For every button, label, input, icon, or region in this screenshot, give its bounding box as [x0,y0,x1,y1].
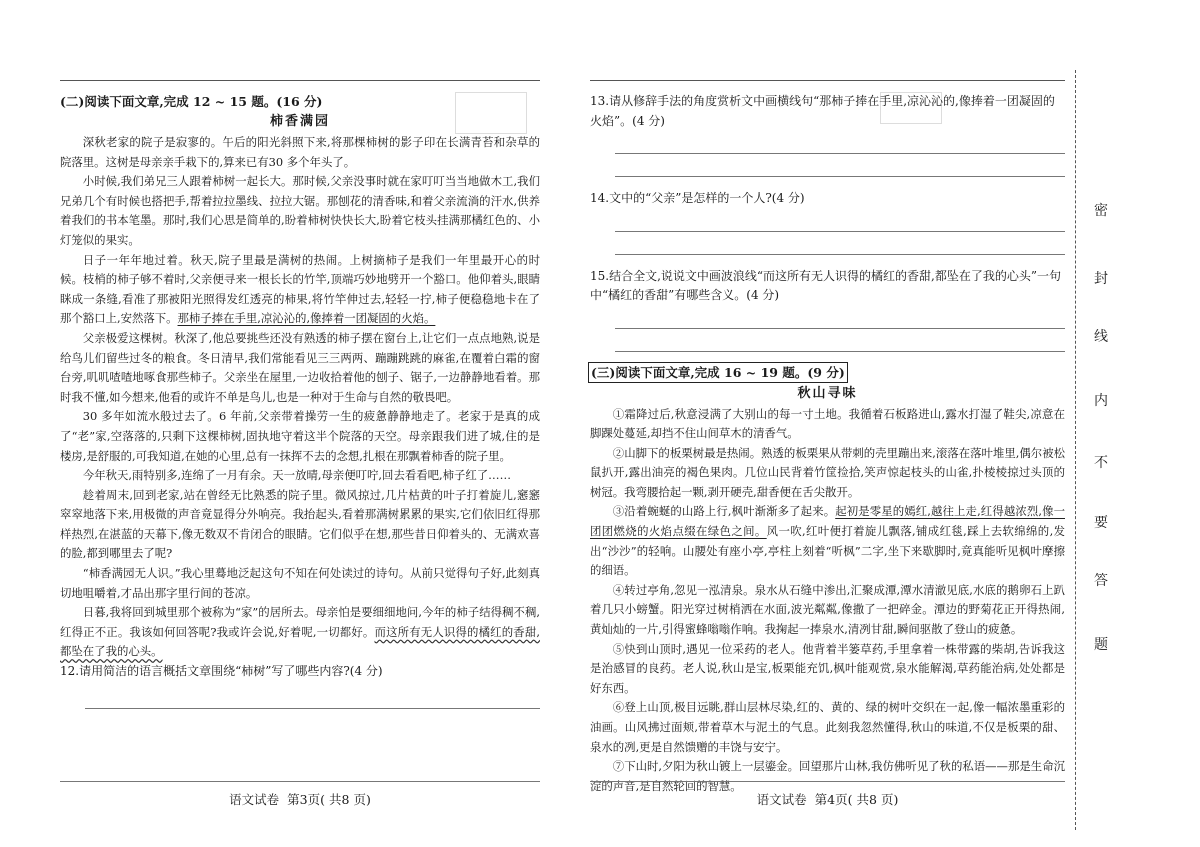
top-rule [60,80,540,81]
paragraph: 今年秋天,雨特别多,连绵了一月有余。天一放晴,母亲便叮咛,回去看看吧,柿子红了…… [82,468,511,483]
footer-subject: 语文试卷 [756,792,807,807]
right-column [590,92,1065,796]
left-page [60,0,540,847]
section-header-box: (三)阅读下面文章,完成 16 ~ 19 题。(9 分) [588,362,848,383]
article-title: 柿香满园 [269,114,330,129]
question-14: 14.文中的“父亲”是怎样的一个人?(4 分) [590,191,805,205]
paragraph: 30 多年如流水般过去了。6 年前,父亲带着操劳一生的疲惫静静地走了。老家于是真的成了“老”家,空落落的,只剩下这棵柿树,固执地守着这半个院落的天空。母亲跟我们进了城,住的是楼房,是舒服的,可我知道,在她的心里,总有一抹挥不去的念想,扎根在那飘着柿香的院子里。 [60,409,540,463]
article-title: 秋山寻味 [797,385,858,401]
paragraph: ③沿着蜿蜒的山路上行,枫叶渐渐多了起来。起初是零星的嫣红,越往上走,红得越浓烈,像一团团燃烧的火焰点缀在绿色之间。风一吹,红叶便打着旋儿飘落,铺成红毯,踩上去软绵绵的,发出“沙沙”的轻响。山腰处有座小亭,亭柱上刻着“听枫”二字,坐下来歇脚时,竟真能听见枫叶摩擦的细语。 [590,504,1065,578]
paragraph: 父亲极爱这棵树。秋深了,他总要挑些还没有熟透的柿子摆在窗台上,让它们一点点地熟,说是给鸟儿们留些过冬的粮食。冬日清早,我们常能看见三三两两、蹦蹦跳跳的麻雀,在覆着白霜的窗台旁,叽叽喳喳地啄食那些柿子。父亲坐在屋里,一边收拾着他的刨子、锯子,一边静静地看着。那时我不懂,如今想来,他看的或许不单是鸟儿,也是一种对于生命与自然的敬畏吧。 [60,330,540,404]
seal-char: 题 [1094,637,1108,653]
answer-line[interactable] [615,154,1065,177]
top-rule [590,80,1065,81]
seal-char: 密 [1094,203,1108,219]
paragraph: 小时候,我们弟兄三人跟着柿树一起长大。那时候,父亲没事时就在家叮叮当当地做木工,我们兄弟几个有时候也搭把手,帮着拉拉墨线、拉拉大锯。那刨花的清香味,和着父亲流淌的汗水,供养着我们的书本笔墨。那时,我们心思是简单的,盼着柿树快快长大,盼着它枝头挂满那橘红色的、小灯笼似的果实。 [60,174,540,247]
section-header [590,362,1065,383]
footer-total: 共8 页) [856,792,899,807]
paragraph: “柿香满园无人识。”我心里蓦地泛起这句不知在何处读过的诗句。从前只觉得句子好,此刻真切地咀嚼着,才品出那字里行间的苍凉。 [60,566,540,600]
right-page [590,0,1065,847]
footer-total: 共8 页) [329,792,371,807]
answer-line[interactable] [615,232,1065,255]
seal-char: 内 [1094,393,1108,409]
footer-subject: 语文试卷 [229,792,280,807]
section-header: (二)阅读下面文章,完成 12 ~ 15 题。(16 分) [60,94,323,109]
page-footer [60,790,540,808]
question-13: 13.请从修辞手法的角度赏析文中画横线句“那柿子捧在手里,凉沁沁的,像捧着一团凝固的火焰”。(4 分) [590,94,1055,128]
footer-page: 第3页( [287,792,326,807]
paragraph: 日子一年年地过着。秋天,院子里最是满树的热闹。上树摘柿子是我们一年里最开心的时候。枝梢的柿子够不着时,父亲便寻来一根长长的竹竿,顶端巧妙地劈开一个豁口。他仰着头,眼睛眯成一条缝,看准了那被阳光照得发红透亮的柿果,将竹竿伸过去,轻轻一拧,柿子便稳稳地卡在了那个豁口上,安然落下。那柿子捧在手里,凉沁沁的,像捧着一团凝固的火焰。 [60,252,540,326]
underlined-sentence: 那柿子捧在手里,凉沁沁的,像捧着一团凝固的火焰。 [177,311,436,326]
page-footer [590,790,1065,808]
paragraph: ⑤快到山顶时,遇见一位采药的老人。他背着半篓草药,手里拿着一株带露的柴胡,告诉我这是治感冒的良药。老人说,秋山是宝,板栗能充饥,枫叶能观赏,泉水能解渴,草药能治病,处处都是好东西。 [590,641,1065,695]
seal-char: 要 [1094,515,1108,531]
paragraph: 日暮,我将回到城里那个被称为“家”的居所去。母亲怕是要细细地问,今年的柿子结得稠不稠,红得正不正。我该如何回答呢?我或许会说,好着呢,一切都好。而这所有无人识得的橘红的香甜,都坠在了我的心头。 [60,605,540,659]
wavy-underlined-sentence: 而这所有无人识得的橘红的香甜,都坠在了我的心头。 [60,624,540,659]
paragraph: ①霜降过后,秋意浸满了大别山的每一寸土地。我循着石板路进山,露水打湿了鞋尖,凉意在脚踝处蔓延,却挡不住山间草木的清香气。 [590,406,1065,441]
answer-line[interactable] [615,306,1065,329]
left-column [60,92,540,709]
seal-char: 不 [1094,455,1108,471]
answer-line[interactable] [615,329,1065,352]
answer-line[interactable] [85,682,540,709]
answer-line[interactable] [615,209,1065,232]
footer-page: 第4页( [814,792,853,807]
footer-rule [590,781,1065,782]
paragraph: 深秋老家的院子是寂寥的。午后的阳光斜照下来,将那棵柿树的影子印在长满青苔和杂草的院落里。这树是母亲亲手栽下的,算来已有30 多个年头了。 [60,135,540,169]
seal-char: 线 [1094,329,1108,345]
seal-char: 答 [1094,573,1108,589]
question-12: 12.请用简洁的语言概括文章围绕“柿树”写了哪些内容?(4 分) [60,664,383,679]
paragraph: ⑥登上山顶,极目远眺,群山层林尽染,红的、黄的、绿的树叶交织在一起,像一幅浓墨重彩的油画。山风拂过面颊,带着草木与泥土的气息。此刻我忽然懂得,秋山的味道,不仅是板栗的甜、泉水的冽,更是自然馈赠的丰饶与安宁。 [590,700,1065,754]
underlined-sentence: 起初是零星的嫣红,越往上走,红得越浓烈,像一团团燃烧的火焰点缀在绿色之间。 [590,504,1065,539]
paragraph: ②山脚下的板栗树最是热闹。熟透的板栗果从带刺的壳里蹦出来,滚落在落叶堆里,偶尔被松鼠扒开,露出油亮的褐色果肉。几位山民背着竹筐捡拾,笑声惊起枝头的山雀,扑棱棱掠过头顶的树冠。我弯腰拾起一颗,剥开硬壳,甜香便在舌尖散开。 [590,445,1065,499]
seal-dashed-line [1075,70,1116,830]
question-15: 15.结合全文,说说文中画波浪线“而这所有无人识得的橘红的香甜,都坠在了我的心头”一句中“橘红的香甜”有哪些含义。(4 分) [590,268,1061,302]
paragraph: ④转过亭角,忽见一泓清泉。泉水从石缝中渗出,汇聚成潭,潭水清澈见底,水底的鹅卵石上趴着几只小螃蟹。阳光穿过树梢洒在水面,波光粼粼,像撒了一把碎金。潭边的野菊花正开得热闹,黄灿灿的一片,引得蜜蜂嗡嗡作响。我掬起一捧泉水,清冽甘甜,瞬间驱散了登山的疲惫。 [590,582,1065,637]
answer-line[interactable] [615,131,1065,154]
footer-rule [60,781,540,782]
paragraph: 趁着周末,回到老家,站在曾经无比熟悉的院子里。微风掠过,几片枯黄的叶子打着旋儿,窸窸窣窣地落下来,用极微的声音竟显得分外响亮。我抬起头,看着那满树累累的果实,它们依旧红得那样热烈,在湛蓝的天幕下,像无数双不肯闭合的眼睛。它们似乎在想,那些昔日仰着头的、无满欢喜的脸,都到哪里去了呢? [60,487,540,561]
seal-char: 封 [1094,271,1108,287]
paragraph: ⑦下山时,夕阳为秋山镀上一层鎏金。回望那片山林,我仿佛听见了秋的私语——那是生命沉淀的声音,是自然轮回的智慧。 [590,759,1065,793]
